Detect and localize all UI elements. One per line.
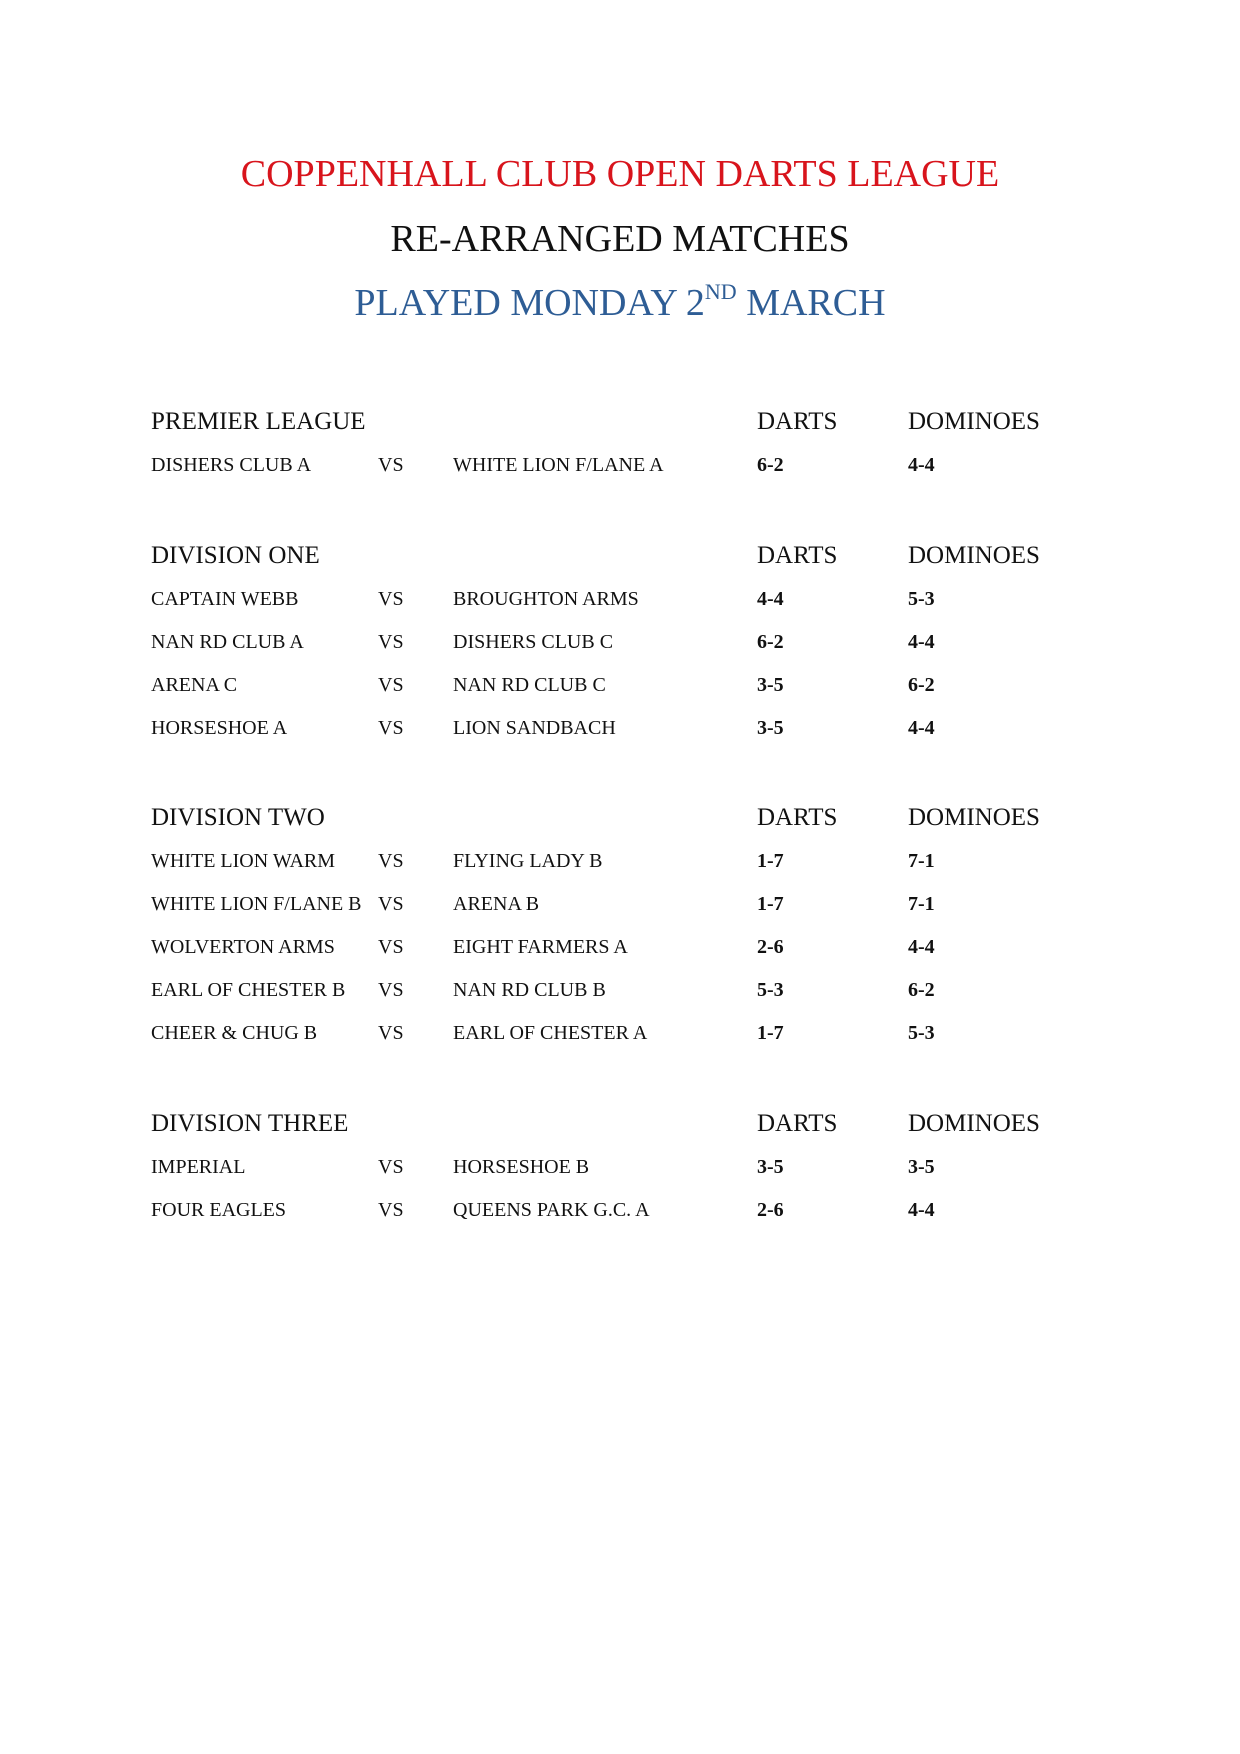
- vs-label: VS: [378, 588, 404, 610]
- vs-label: VS: [378, 454, 404, 476]
- darts-score: 3-5: [757, 674, 784, 696]
- home-team: CAPTAIN WEBB: [151, 588, 299, 610]
- page-subtitle: RE-ARRANGED MATCHES: [390, 218, 850, 260]
- match-row: [0, 632, 1240, 675]
- darts-score: 1-7: [757, 1022, 784, 1044]
- away-team: NAN RD CLUB B: [453, 979, 606, 1001]
- match-row: [0, 718, 1240, 761]
- home-team: WOLVERTON ARMS: [151, 936, 335, 958]
- match-row: [0, 589, 1240, 632]
- away-team: EARL OF CHESTER A: [453, 1022, 648, 1044]
- section-header: [0, 543, 1240, 589]
- vs-label: VS: [378, 1156, 404, 1178]
- darts-score: 5-3: [757, 979, 784, 1001]
- section-premier-league: [0, 409, 1240, 498]
- home-team: EARL OF CHESTER B: [151, 979, 346, 1001]
- match-row: [0, 675, 1240, 718]
- match-row: [0, 1023, 1240, 1066]
- match-row: [0, 894, 1240, 937]
- match-row: [0, 937, 1240, 980]
- vs-label: VS: [378, 717, 404, 739]
- away-team: DISHERS CLUB C: [453, 631, 614, 653]
- dominoes-column-header: DOMINOES: [908, 408, 1040, 435]
- darts-score: 1-7: [757, 850, 784, 872]
- dominoes-score: 3-5: [908, 1156, 935, 1178]
- away-team: WHITE LION F/LANE A: [453, 454, 664, 476]
- dominoes-score: 6-2: [908, 979, 935, 1001]
- home-team: ARENA C: [151, 674, 238, 696]
- match-row: [0, 980, 1240, 1023]
- darts-score: 3-5: [757, 1156, 784, 1178]
- darts-score: 6-2: [757, 454, 784, 476]
- league-title: COPPENHALL CLUB OPEN DARTS LEAGUE: [240, 153, 1000, 195]
- darts-column-header: DARTS: [757, 1110, 838, 1137]
- darts-score: 1-7: [757, 893, 784, 915]
- dominoes-score: 7-1: [908, 850, 935, 872]
- match-date: [0, 279, 1240, 324]
- section-title: DIVISION ONE: [151, 542, 320, 569]
- section-title: DIVISION THREE: [151, 1110, 349, 1137]
- vs-label: VS: [378, 979, 404, 1001]
- away-team: FLYING LADY B: [453, 850, 603, 872]
- away-team: HORSESHOE B: [453, 1156, 590, 1178]
- darts-score: 4-4: [757, 588, 784, 610]
- home-team: FOUR EAGLES: [151, 1199, 287, 1221]
- darts-column-header: DARTS: [757, 804, 838, 831]
- section-division-two: [0, 805, 1240, 1066]
- match-date-suffix: MARCH: [736, 282, 886, 324]
- vs-label: VS: [378, 850, 404, 872]
- dominoes-column-header: DOMINOES: [908, 1110, 1040, 1137]
- match-date-prefix: PLAYED MONDAY 2: [354, 282, 705, 324]
- away-team: BROUGHTON ARMS: [453, 588, 639, 610]
- away-team: LION SANDBACH: [453, 717, 616, 739]
- dominoes-score: 4-4: [908, 631, 935, 653]
- section-division-one: [0, 543, 1240, 761]
- vs-label: VS: [378, 631, 404, 653]
- darts-column-header: DARTS: [757, 408, 838, 435]
- away-team: EIGHT FARMERS A: [453, 936, 628, 958]
- away-team: NAN RD CLUB C: [453, 674, 606, 696]
- match-row: [0, 851, 1240, 894]
- match-row: [0, 455, 1240, 498]
- darts-score: 3-5: [757, 717, 784, 739]
- section-header: [0, 1111, 1240, 1157]
- dominoes-score: 6-2: [908, 674, 935, 696]
- dominoes-score: 5-3: [908, 1022, 935, 1044]
- away-team: ARENA B: [453, 893, 540, 915]
- dominoes-score: 4-4: [908, 717, 935, 739]
- match-row: [0, 1157, 1240, 1200]
- darts-column-header: DARTS: [757, 542, 838, 569]
- section-title: PREMIER LEAGUE: [151, 408, 366, 435]
- home-team: HORSESHOE A: [151, 717, 288, 739]
- section-title: DIVISION TWO: [151, 804, 325, 831]
- dominoes-score: 4-4: [908, 454, 935, 476]
- darts-score: 2-6: [757, 936, 784, 958]
- vs-label: VS: [378, 893, 404, 915]
- vs-label: VS: [378, 1022, 404, 1044]
- home-team: NAN RD CLUB A: [151, 631, 304, 653]
- section-header: [0, 409, 1240, 455]
- darts-score: 2-6: [757, 1199, 784, 1221]
- vs-label: VS: [378, 936, 404, 958]
- dominoes-score: 5-3: [908, 588, 935, 610]
- home-team: IMPERIAL: [151, 1156, 246, 1178]
- home-team: WHITE LION WARM: [151, 850, 336, 872]
- vs-label: VS: [378, 674, 404, 696]
- home-team: WHITE LION F/LANE B: [151, 893, 362, 915]
- darts-score: 6-2: [757, 631, 784, 653]
- match-row: [0, 1200, 1240, 1243]
- away-team: QUEENS PARK G.C. A: [453, 1199, 650, 1221]
- section-division-three: [0, 1111, 1240, 1243]
- vs-label: VS: [378, 1199, 404, 1221]
- match-date-ordinal: ND: [704, 279, 737, 304]
- section-header: [0, 805, 1240, 851]
- dominoes-column-header: DOMINOES: [908, 542, 1040, 569]
- dominoes-column-header: DOMINOES: [908, 804, 1040, 831]
- dominoes-score: 7-1: [908, 893, 935, 915]
- home-team: DISHERS CLUB A: [151, 454, 312, 476]
- home-team: CHEER & CHUG B: [151, 1022, 318, 1044]
- dominoes-score: 4-4: [908, 1199, 935, 1221]
- dominoes-score: 4-4: [908, 936, 935, 958]
